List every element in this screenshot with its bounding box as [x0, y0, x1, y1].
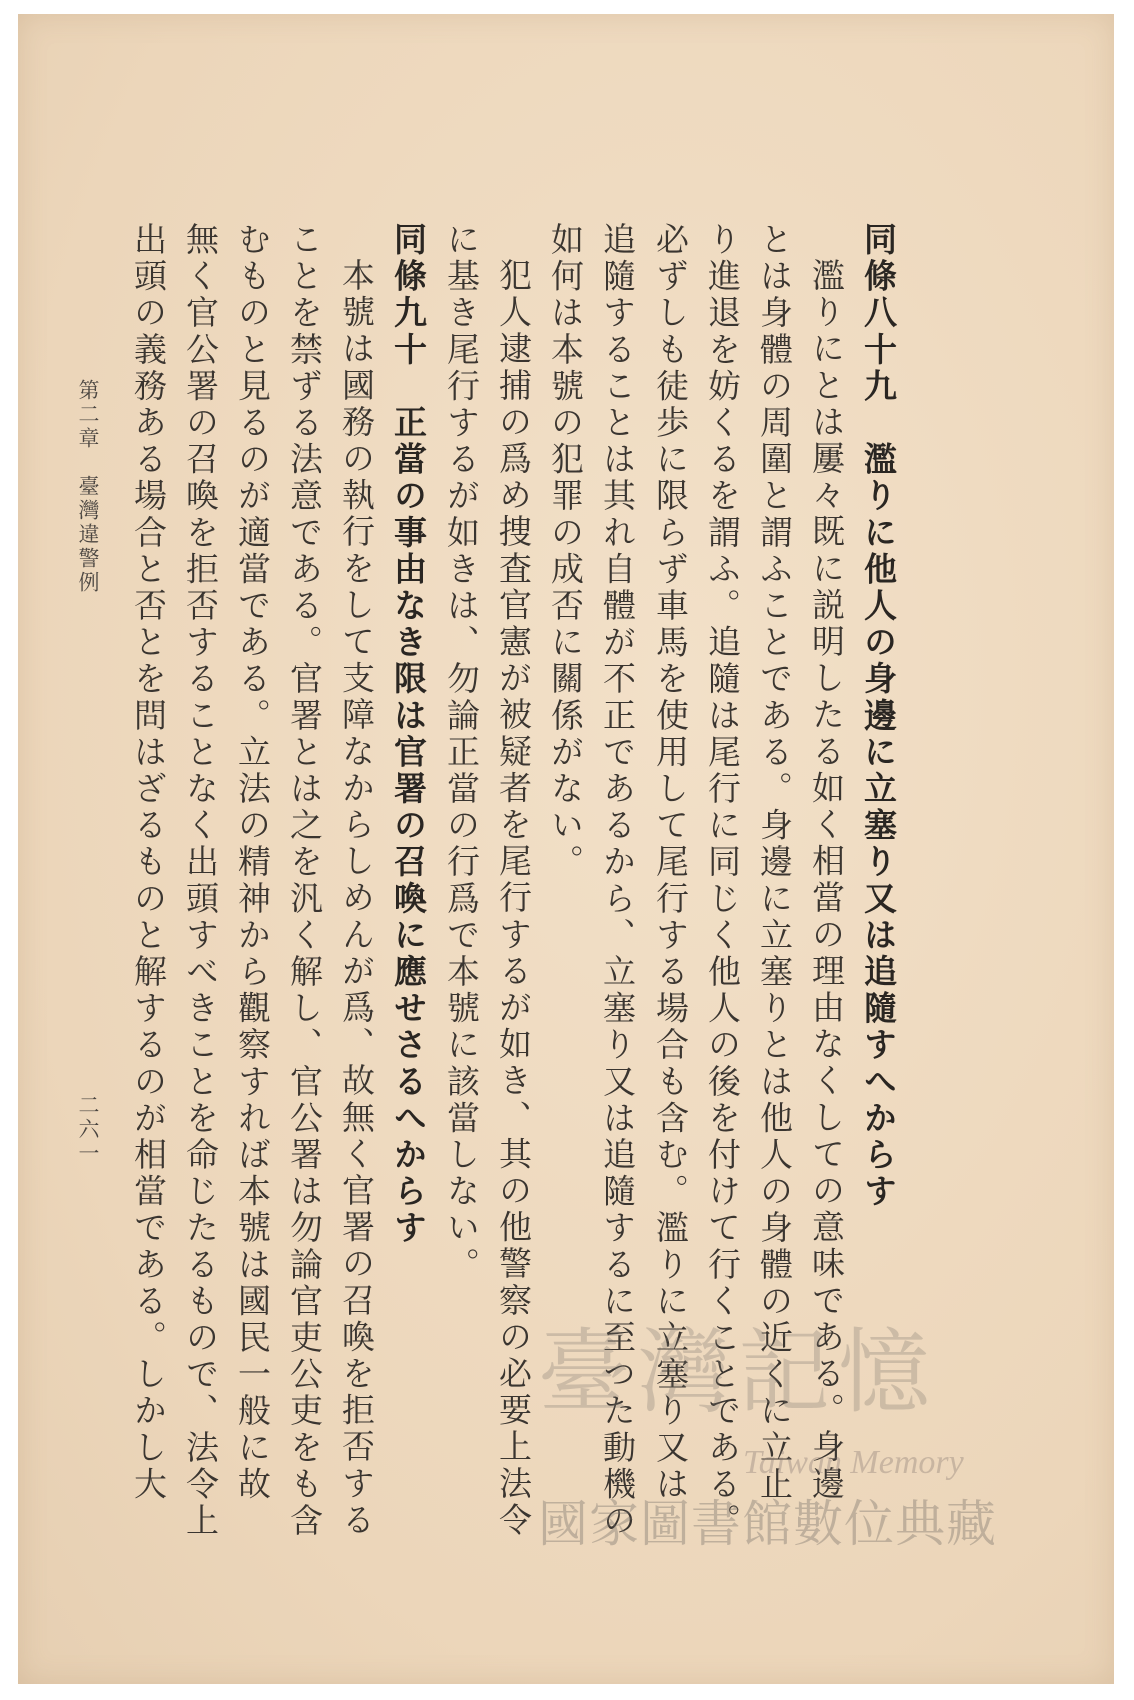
text-column: ことを禁ずる法意である。官署とは之を汎く解し、官公署は勿論官吏公吏をも含 — [285, 222, 324, 1540]
text-column: 犯人逮捕の爲め捜査官憲が被疑者を尾行するが如き、其の他警察の必要上法令 — [494, 258, 533, 1539]
page-number: 二六一 — [76, 1094, 100, 1166]
text-column: 必ずしも徒歩に限らず車馬を使用して尾行する場合も含む。濫りに立塞り又は — [651, 222, 690, 1503]
text-column: むものと見るのが適當である。立法の精神から觀察すれば本號は國民一般に故 — [233, 222, 272, 1503]
watermark-library: 國家圖書館數位典藏 — [538, 1495, 997, 1553]
book-page — [18, 14, 1114, 1684]
running-header: 第二章 臺灣違警例 — [76, 379, 100, 595]
article-heading-90: 同條九十 正當の事由なき限は官署の召喚に應せさるへからす — [389, 222, 428, 1247]
article-heading-89: 同條八十九 濫りに他人の身邊に立塞り又は追隨すへからす — [859, 222, 898, 1211]
text-column: 出頭の義務ある場合と否とを問はざるものと解するのが相當である。しかし大 — [129, 222, 168, 1503]
text-column: とは身體の周圍と謂ふことである。身邊に立塞りとは他人の身體の近くに立止 — [755, 222, 794, 1503]
text-column: 濫りにとは屢々既に説明したる如く相當の理由なくしての意味である。身邊 — [807, 258, 846, 1503]
text-column: 無く官公署の召喚を拒否することなく出頭すべきことを命じたるもので、法令上 — [181, 222, 220, 1540]
text-column: 追隨することは其れ自體が不正であるから、立塞り又は追隨するに至つた動機の — [598, 222, 637, 1540]
text-column: り進退を妨くるを謂ふ。追隨は尾行に同じく他人の後を付けて行くことである。 — [703, 222, 742, 1540]
watermark-subtitle: Taiwan Memory — [743, 1444, 964, 1481]
watermark-title: 臺灣記憶 — [538, 1319, 939, 1426]
text-column: 本號は國務の執行をして支障なからしめんが爲、故無く官署の召喚を拒否する — [337, 258, 376, 1539]
text-column: に基き尾行するが如きは、勿論正當の行爲で本號に該當しない。 — [442, 222, 481, 1284]
text-column: 如何は本號の犯罪の成否に關係がない。 — [546, 222, 585, 881]
